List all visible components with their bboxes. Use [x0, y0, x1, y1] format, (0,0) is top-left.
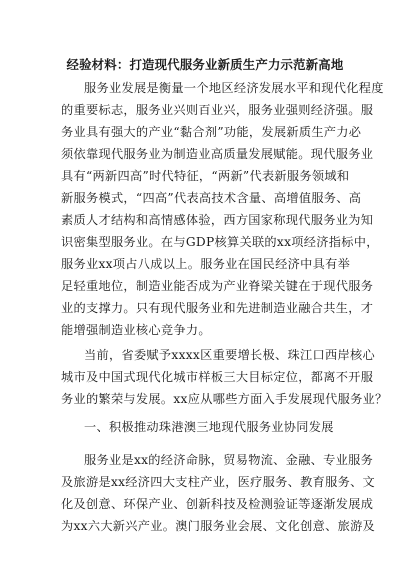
paragraph-line: 具有“两新四高”时代特征，“两新”代表新服务领域和 — [61, 169, 350, 183]
paragraph-line: 服务业xx项占八成以上。服务业在国民经济中具有举 — [61, 257, 351, 271]
paragraph-line: 须依靠现代服务业为制造业高质量发展赋能。现代服务业 — [61, 147, 374, 161]
paragraph-line: 的重要标志，服务业兴则百业兴，服务业强则经济强。服 — [61, 103, 374, 117]
paragraph-line: 务业的繁荣与发展。xx应从哪些方面入手发展现代服务业？ — [61, 392, 388, 406]
paragraph-line: 化及创意、环保产业、创新科技及检测验证等逐渐发展成 — [61, 497, 374, 511]
paragraph-line: 城市及中国式现代化城市样板三大目标定位，都离不开服 — [61, 370, 374, 384]
paragraph-line: 识密集型服务业。在与GDP核算关联的xx项经济指标中， — [61, 235, 379, 249]
paragraph-line: 能增强制造业核心竞争力。 — [61, 323, 211, 337]
paragraph-line: 及旅游是xx经济四大支柱产业，医疗服务、教育服务、文 — [61, 475, 376, 489]
paragraph-line: 为xx六大新兴产业。澳门服务业会展、文化创意、旅游及 — [61, 519, 376, 533]
paragraph-line: 服务业是xx的经济命脉，贸易物流、金融、专业服务 — [84, 453, 374, 467]
document-title: 经验材料：打造现代服务业新质生产力示范新高地 — [66, 57, 344, 72]
paragraph-line: 服务业发展是衡量一个地区经济发展水平和现代化程度 — [84, 81, 384, 95]
paragraph-line: 新服务模式，“四高”代表高技术含量、高增值服务、高 — [61, 191, 362, 205]
paragraph-line: 足轻重地位，制造业能否成为产业脊梁关键在于现代服务 — [61, 279, 374, 293]
paragraph-line: 素质人才结构和高情感体验，西方国家称现代服务业为知 — [61, 213, 374, 227]
paragraph-line: 业的支撑力。只有现代服务业和先进制造业融合共生，才 — [61, 301, 374, 315]
paragraph-line: 务业具有强大的产业“黏合剂”功能，发展新质生产力必 — [61, 125, 362, 139]
paragraph-line: 当前，省委赋予xxxx区重要增长极、珠江口西岸核心 — [84, 348, 375, 362]
section-heading: 一、积极推动珠港澳三地现代服务业协同发展 — [84, 420, 334, 434]
